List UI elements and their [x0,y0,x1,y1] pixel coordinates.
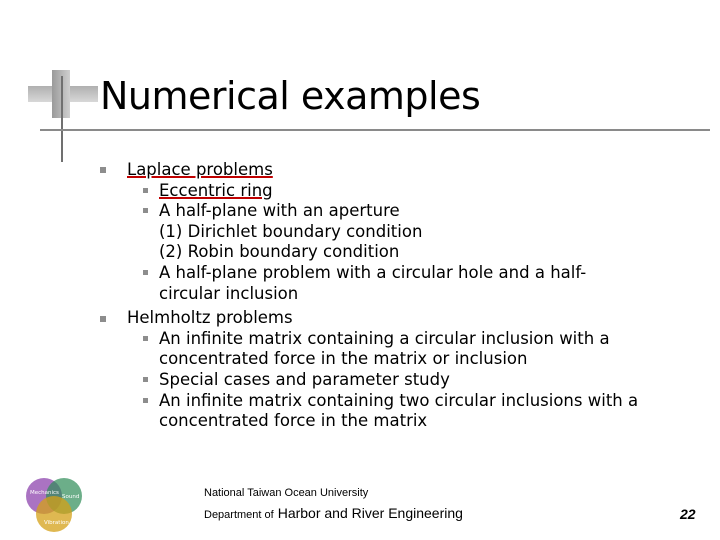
list-item-text: A half-plane problem with a circular hole and a half- [159,263,587,282]
list-item-text: (1) Dirichlet boundary condition [159,221,423,241]
department-logo [22,474,86,534]
bullet-icon [143,208,148,213]
logo-label-sound: Sound [62,494,80,500]
list-item-text: concentrated force in the matrix or inclusion [159,349,528,369]
slide-title: Numerical examples [100,74,481,118]
title-underline [40,129,710,131]
footer-department-name: Harbor and River Engineering [277,505,463,521]
bullet-icon [143,270,148,275]
list-item-link[interactable]: Eccentric ring [159,180,273,200]
footer-university: National Taiwan Ocean University [204,487,369,499]
logo-label-mechanics: Mechanics [30,490,59,496]
list-item-text: Special cases and parameter study [159,370,450,389]
logo-circle-vibration [36,496,72,532]
list-item-text: An infinite matrix containing two circular inclusions with a [159,390,639,410]
list-item-text: concentrated force in the matrix [159,411,428,431]
list-item-text: An infinite matrix containing a circular inclusion with a [159,328,610,348]
bullet-icon [143,188,148,193]
list-item-text: (2) Robin boundary condition [159,242,400,262]
list-item-text: A half-plane with an aperture [159,201,400,221]
logo-label-vibration: Vibration [44,520,69,526]
list-item-link[interactable]: Laplace problems [127,160,273,179]
list-item-text: Helmholtz problems [127,308,293,328]
bullet-icon [143,336,148,341]
footer-department-prefix: Department of [204,509,274,521]
bullet-icon [100,167,106,173]
footer-department [204,505,463,521]
list-item-text: circular inclusion [159,283,299,303]
bullet-icon [143,398,148,403]
bullet-icon [100,316,106,322]
page-number: 22 [680,506,696,522]
bullet-icon [143,377,148,382]
title-decoration-vertical-line [61,76,63,162]
